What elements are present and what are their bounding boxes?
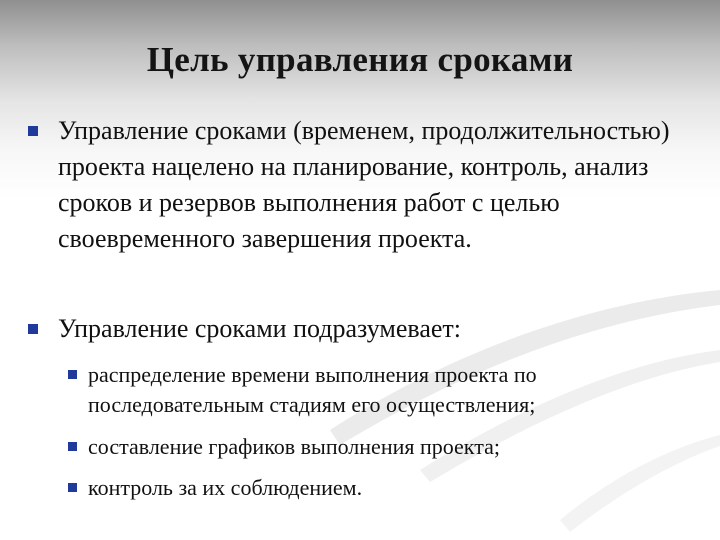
slide-title: Цель управления сроками [146, 40, 574, 79]
bullet-item [28, 113, 688, 293]
square-bullet-icon [28, 126, 38, 136]
bullet-item [28, 311, 688, 347]
bullet-text: Управление сроками подразумевает: [58, 314, 461, 343]
bullet-text: Управление сроками (временем, продолжительностью) проекта нацелено на планирование, контроль, анализ сроков и резервов выполнения работ с целью своевременного завершения проекта. [58, 116, 670, 253]
sub-bullet-item [68, 473, 688, 503]
square-bullet-icon [28, 324, 38, 334]
square-bullet-icon [68, 483, 77, 492]
sub-bullet-text: составление графиков выполнения проекта; [88, 434, 500, 459]
square-bullet-icon [68, 370, 77, 379]
square-bullet-icon [68, 442, 77, 451]
sub-bullet-item [68, 432, 688, 462]
sub-bullet-item [68, 360, 688, 420]
sub-bullet-text: распределение времени выполнения проекта по последовательным стадиям его осуществления; [88, 362, 537, 417]
sub-bullet-text: контроль за их соблюдением. [88, 475, 363, 500]
